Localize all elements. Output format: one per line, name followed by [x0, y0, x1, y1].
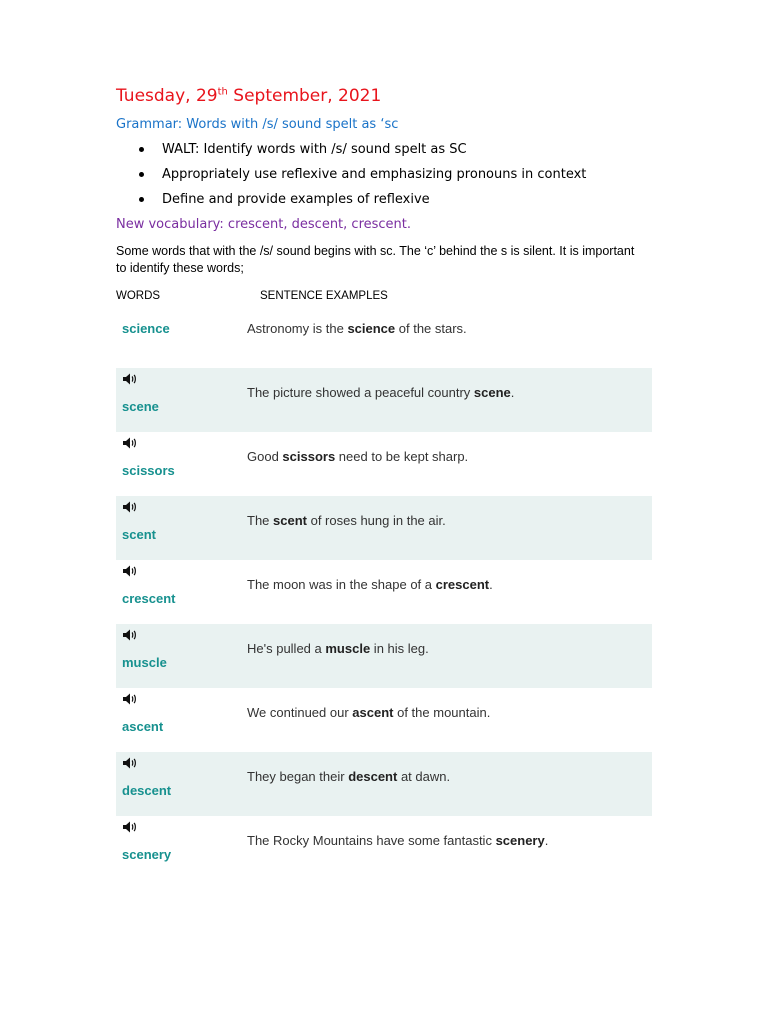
objective-item: WALT: Identify words with /s/ sound spelt as SC: [116, 140, 586, 165]
table-row: [116, 496, 652, 560]
table-row: [116, 688, 652, 752]
speaker-icon[interactable]: [122, 820, 138, 834]
vocab-word[interactable]: descent: [122, 783, 172, 798]
highlighted-word: scent: [273, 513, 307, 528]
vocab-word[interactable]: scent: [122, 527, 156, 542]
objective-item: Appropriately use reflexive and emphasizing pronouns in context: [116, 165, 586, 190]
vocab-word[interactable]: ascent: [122, 719, 164, 734]
grammar-heading: Grammar: Words with /s/ sound spelt as ‘sc: [116, 117, 399, 132]
example-sentence: He's pulled a muscle in his leg.: [247, 641, 429, 656]
vocab-word[interactable]: crescent: [122, 591, 176, 606]
speaker-icon[interactable]: [122, 564, 138, 578]
example-sentence: They began their descent at dawn.: [247, 769, 451, 784]
table-row: [116, 368, 652, 432]
example-sentence: Astronomy is the science of the stars.: [247, 321, 467, 336]
example-sentence: Good scissors need to be kept sharp.: [247, 449, 469, 464]
speaker-icon[interactable]: [122, 628, 138, 642]
speaker-icon[interactable]: [122, 372, 138, 386]
vocab-word[interactable]: muscle: [122, 655, 167, 670]
speaker-icon[interactable]: [122, 500, 138, 514]
table-row: [116, 624, 652, 688]
table-row: [116, 752, 652, 816]
example-sentence: The Rocky Mountains have some fantastic scenery.: [247, 833, 549, 848]
example-sentence: The moon was in the shape of a crescent.: [247, 577, 493, 592]
speaker-icon[interactable]: [122, 692, 138, 706]
page-title: Tuesday, 29th September, 2021: [116, 86, 382, 106]
highlighted-word: descent: [348, 769, 398, 784]
examples-column-header: SENTENCE EXAMPLES: [260, 290, 388, 302]
highlighted-word: scenery: [495, 833, 545, 848]
bullet-icon: [139, 147, 144, 152]
vocab-word[interactable]: science: [122, 321, 170, 336]
highlighted-word: science: [347, 321, 396, 336]
words-column-header: WORDS: [116, 290, 161, 302]
example-sentence: The picture showed a peaceful country scene.: [247, 385, 515, 400]
speaker-icon[interactable]: [122, 436, 138, 450]
objective-item: Define and provide examples of reflexive: [116, 190, 586, 215]
intro-paragraph: Some words that with the /s/ sound begins with sc. The ‘c’ behind the s is silent. It is important to identify these words;: [116, 244, 635, 275]
highlighted-word: muscle: [325, 641, 371, 656]
example-sentence: We continued our ascent of the mountain.: [247, 705, 491, 720]
table-row: [116, 560, 652, 624]
table-row: [116, 432, 652, 496]
highlighted-word: ascent: [352, 705, 394, 720]
vocab-word[interactable]: scenery: [122, 847, 172, 862]
vocab-word[interactable]: scene: [122, 399, 159, 414]
highlighted-word: scissors: [282, 449, 336, 464]
new-vocabulary: New vocabulary: crescent, descent, crescent.: [116, 217, 412, 232]
highlighted-word: crescent: [435, 577, 490, 592]
example-sentence: The scent of roses hung in the air.: [247, 513, 446, 528]
bullet-icon: [139, 197, 144, 202]
speaker-icon[interactable]: [122, 756, 138, 770]
table-row: [116, 816, 652, 880]
table-row: [116, 304, 652, 368]
word-table: [116, 304, 652, 880]
highlighted-word: scene: [473, 385, 511, 400]
vocab-word[interactable]: scissors: [122, 463, 175, 478]
bullet-icon: [139, 172, 144, 177]
objectives-list: [116, 140, 586, 215]
